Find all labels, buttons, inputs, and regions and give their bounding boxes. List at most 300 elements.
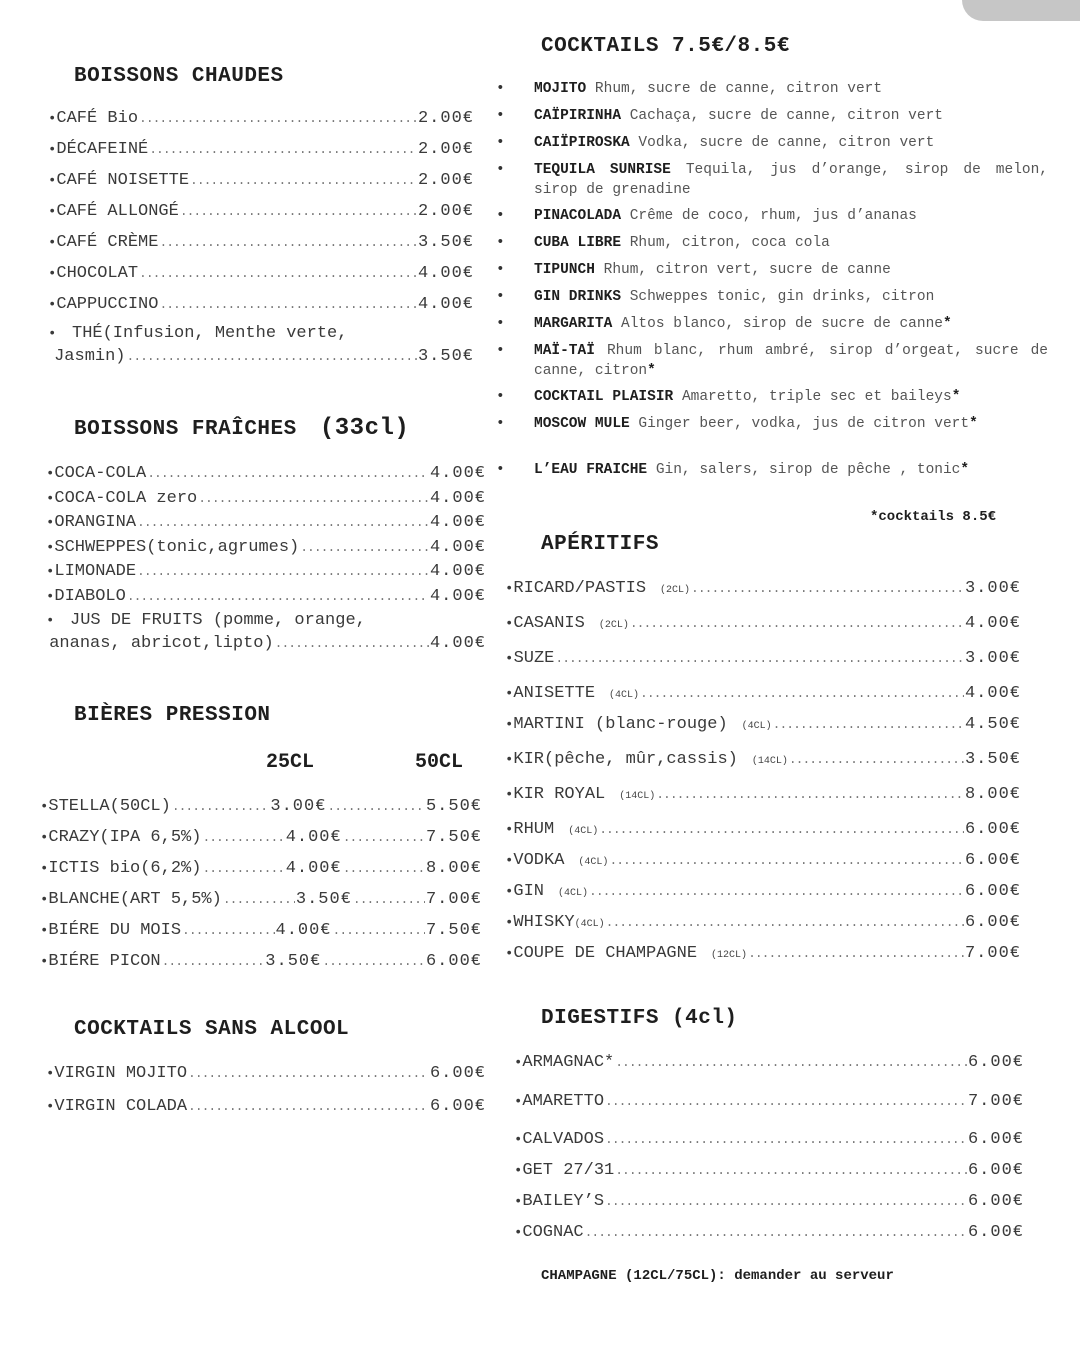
bullet: •	[514, 1163, 523, 1179]
item-name: CALVADOS	[522, 1130, 605, 1149]
dot-leader	[198, 491, 429, 506]
item-price: 2.00€	[417, 109, 474, 128]
menu-item	[48, 295, 474, 314]
bullet: •	[496, 135, 505, 151]
item-price: 6.00€	[967, 1053, 1024, 1072]
cocktail-item	[496, 314, 1048, 334]
beer-item	[40, 797, 482, 816]
item-price: 3.00€	[964, 649, 1021, 668]
section-title-sans-alcool: COCKTAILS SANS ALCOOL	[74, 1018, 350, 1041]
item-price: 6.00€	[964, 882, 1021, 901]
item-price: 7.00€	[964, 944, 1021, 963]
menu-item	[46, 538, 486, 557]
dot-leader	[127, 589, 429, 604]
item-name: DÉCAFEINÉ	[56, 140, 149, 159]
bullet: •	[514, 1094, 523, 1110]
bullet: •	[496, 108, 505, 124]
menu-item	[514, 1192, 1024, 1211]
bullet: •	[505, 946, 514, 962]
item-price: 4.00€	[429, 489, 486, 508]
dot-leader	[188, 1066, 429, 1081]
bullet: •	[48, 266, 57, 282]
item-price: 6.00€	[429, 1097, 486, 1116]
item-name: RICARD/PASTIS	[513, 579, 647, 598]
item-price: 6.00€	[967, 1130, 1024, 1149]
item-name: CAFÉ CRÈME	[56, 233, 159, 252]
bullet: •	[505, 853, 514, 869]
menu-item	[505, 785, 1021, 804]
item-name: GET 27/31	[522, 1161, 615, 1180]
bullet: •	[496, 162, 505, 178]
menu-item	[514, 1092, 1024, 1111]
item-volume: (4CL)	[568, 826, 599, 837]
dot-leader	[691, 581, 964, 596]
item-name: CAFÉ ALLONGÉ	[56, 202, 179, 221]
cocktail-description: Rhum, sucre de canne, citron vert	[594, 81, 883, 97]
bullet: •	[48, 142, 57, 158]
item-price: 4.50€	[964, 715, 1021, 734]
menu-item	[505, 750, 1021, 769]
bullet: •	[496, 235, 505, 251]
menu-item	[505, 944, 1021, 963]
beer-price-50cl: 5.50€	[425, 797, 482, 816]
item-price: 2.00€	[417, 202, 474, 221]
cocktail-name: PINACOLADA	[534, 208, 622, 224]
item-volume: (14CL)	[751, 756, 788, 767]
cocktail-name: MARGARITA	[534, 316, 613, 332]
bullet: •	[40, 923, 49, 939]
menu-item	[48, 202, 474, 221]
bullet: •	[505, 915, 514, 931]
bullet: •	[40, 954, 49, 970]
item-name: JUS DE FRUITS (pomme, orange,	[70, 611, 366, 630]
item-name: WHISKY	[513, 913, 575, 932]
dot-leader	[182, 923, 274, 938]
beer-name: CRAZY(IPA 6,5%)	[48, 828, 202, 847]
menu-item	[48, 264, 474, 283]
cocktail-item	[496, 460, 1048, 480]
bullet: •	[505, 822, 514, 838]
bullet: •	[46, 491, 55, 507]
dot-leader	[605, 1132, 967, 1147]
bullet: •	[496, 316, 505, 332]
item-name: MARTINI (blanc-rouge)	[513, 715, 728, 734]
bullet: •	[496, 262, 505, 278]
beer-price-25cl: 3.50€	[295, 890, 352, 909]
section-title-text: BOISSONS FRAÎCHES	[74, 418, 297, 441]
dot-leader	[353, 892, 425, 907]
cocktail-item	[496, 341, 1049, 381]
menu-item	[505, 684, 1021, 703]
item-name: SUZE	[513, 649, 555, 668]
dot-leader	[202, 830, 284, 845]
beer-item	[40, 859, 482, 878]
bullet: •	[40, 861, 49, 877]
dot-leader	[190, 173, 417, 188]
dot-leader	[609, 853, 964, 868]
beer-price-50cl: 7.50€	[425, 921, 482, 940]
beer-item	[40, 890, 482, 909]
section-title-digestifs: DIGESTIFS (4cl)	[541, 1007, 738, 1030]
menu-item	[505, 715, 1021, 734]
beer-name: STELLA(50CL)	[48, 797, 171, 816]
cocktail-description: Rhum, citron, coca cola	[629, 235, 830, 251]
bullet: •	[48, 173, 57, 189]
beer-name: BIÉRE PICON	[48, 952, 161, 971]
menu-item	[46, 634, 486, 653]
dot-leader	[343, 861, 425, 876]
item-name: ARMAGNAC*	[522, 1053, 615, 1072]
item-price: 4.00€	[417, 295, 474, 314]
dot-leader	[162, 954, 265, 969]
bullet: •	[496, 81, 505, 97]
beer-item	[40, 921, 482, 940]
cocktails-footnote: *cocktails 8.5€	[870, 509, 997, 525]
cocktail-description: Schweppes tonic, gin drinks, citron	[629, 289, 935, 305]
item-price: 4.00€	[417, 264, 474, 283]
menu-item	[514, 1130, 1024, 1149]
menu-item	[505, 820, 1021, 839]
bullet: •	[514, 1132, 523, 1148]
menu-item	[46, 464, 486, 483]
item-name: COCA-COLA zero	[54, 489, 198, 508]
beer-price-25cl: 4.00€	[285, 828, 342, 847]
item-price: 6.00€	[964, 820, 1021, 839]
bullet: •	[46, 1099, 55, 1115]
item-name: KIR ROYAL	[513, 785, 606, 804]
dot-leader	[333, 923, 425, 938]
beer-price-50cl: 8.00€	[425, 859, 482, 878]
dot-leader	[172, 799, 270, 814]
cocktail-name: TEQUILA SUNRISE	[534, 162, 671, 178]
item-price: 4.00€	[429, 538, 486, 557]
cocktail-description: Cachaça, sucre de canne, citron vert	[629, 108, 943, 124]
bullet: •	[514, 1225, 523, 1241]
item-price: 6.00€	[964, 913, 1021, 932]
cocktail-name: CUBA LIBRE	[534, 235, 622, 251]
item-name: VIRGIN COLADA	[54, 1097, 188, 1116]
item-name: CHOCOLAT	[56, 264, 139, 283]
dot-leader	[300, 540, 429, 555]
item-name-line2: ananas, abricot,lipto)	[49, 634, 274, 653]
dot-leader	[343, 830, 425, 845]
dot-leader	[159, 297, 417, 312]
dot-leader	[127, 349, 417, 364]
item-volume: (4CL)	[609, 690, 640, 701]
dot-leader	[555, 651, 964, 666]
bullet: •	[496, 208, 505, 224]
item-name: VODKA	[513, 851, 565, 870]
item-name: RHUM	[513, 820, 555, 839]
cocktail-description: Gin, salers, sirop de pêche , tonic	[655, 462, 961, 478]
menu-item	[46, 562, 486, 581]
bullet: •	[514, 1055, 523, 1071]
corner-tab-decoration	[962, 0, 1080, 21]
item-volume: (4CL)	[574, 919, 605, 930]
cocktail-description: Ginger beer, vodka, jus de citron vert	[638, 416, 970, 432]
item-volume: (14CL)	[619, 791, 656, 802]
item-price: 2.00€	[417, 171, 474, 190]
bullet: •	[505, 686, 514, 702]
beer-price-25cl: 3.50€	[265, 952, 322, 971]
item-name: THÉ(Infusion, Menthe verte,	[72, 324, 348, 343]
cocktail-description: Vodka, sucre de canne, citron vert	[638, 135, 935, 151]
item-price: 4.00€	[429, 562, 486, 581]
bullet: •	[496, 389, 505, 405]
item-price: 8.00€	[964, 785, 1021, 804]
cocktail-name: COCKTAIL PLAISIR	[534, 389, 674, 405]
item-name: GIN	[513, 882, 545, 901]
section-title-bieres: BIÈRES PRESSION	[74, 704, 271, 727]
dot-leader	[180, 204, 417, 219]
bullet: •	[505, 752, 514, 768]
item-price: 3.00€	[964, 579, 1021, 598]
champagne-note: CHAMPAGNE (12CL/75CL): demander au serveur	[541, 1268, 894, 1284]
cocktail-description: Rhum blanc, rhum ambré, sirop d’orgeat, sucre de canne, citron	[534, 343, 1049, 379]
item-price: 6.00€	[967, 1161, 1024, 1180]
dot-leader	[773, 717, 964, 732]
item-name: AMARETTO	[522, 1092, 605, 1111]
item-volume: (2CL)	[660, 585, 691, 596]
cocktail-item	[496, 206, 1048, 226]
bullet: •	[48, 111, 57, 127]
bullet: •	[48, 297, 57, 313]
beer-price-50cl: 6.00€	[425, 952, 482, 971]
dot-leader	[139, 111, 417, 126]
dot-leader	[656, 787, 964, 802]
menu-item	[505, 579, 1021, 598]
bullet: •	[46, 515, 55, 531]
dot-leader	[223, 892, 295, 907]
menu-item	[505, 882, 1021, 901]
item-name: SCHWEPPES(tonic,agrumes)	[54, 538, 300, 557]
bullet: •	[46, 613, 55, 629]
column-header-50cl: 50CL	[415, 751, 464, 774]
bullet: •	[496, 289, 505, 305]
beer-item	[40, 828, 482, 847]
menu-item	[514, 1053, 1024, 1072]
bullet: •	[46, 1066, 55, 1082]
cocktail-description: Amaretto, triple sec et baileys	[681, 389, 952, 405]
item-name: COUPE DE CHAMPAGNE	[513, 944, 698, 963]
beer-item	[40, 952, 482, 971]
dot-leader	[202, 861, 284, 876]
dot-leader	[149, 142, 417, 157]
bullet: •	[40, 892, 49, 908]
column-header-25cl: 25CL	[266, 751, 315, 774]
item-name: COCA-COLA	[54, 464, 147, 483]
bullet: •	[496, 462, 505, 478]
beer-price-50cl: 7.00€	[425, 890, 482, 909]
item-name: ANISETTE	[513, 684, 596, 703]
cocktail-description: Tequila, jus d’orange, sirop de melon, sirop de grenadine	[534, 162, 1049, 198]
dot-leader	[137, 515, 429, 530]
dot-leader	[640, 686, 964, 701]
cocktail-item	[496, 414, 1048, 434]
item-name: VIRGIN MOJITO	[54, 1064, 188, 1083]
cocktail-item	[496, 106, 1048, 126]
section-title-aperitifs: APÉRITIFS	[541, 533, 659, 556]
item-price: 2.00€	[417, 140, 474, 159]
bullet: •	[505, 616, 514, 632]
dot-leader	[606, 915, 964, 930]
item-volume: (12CL)	[711, 950, 748, 961]
bullet: •	[46, 564, 55, 580]
beer-name: BLANCHE(ART 5,5%)	[48, 890, 222, 909]
dot-leader	[615, 1163, 967, 1178]
bullet: •	[40, 830, 49, 846]
menu-item	[505, 614, 1021, 633]
dot-leader	[615, 1055, 967, 1070]
cocktail-item	[496, 287, 1048, 307]
section-size: (33cl)	[319, 415, 410, 442]
item-name: ORANGINA	[54, 513, 137, 532]
bullet: •	[40, 799, 49, 815]
item-name: DIABOLO	[54, 587, 126, 606]
cocktail-name: L’EAU FRAICHE	[534, 462, 648, 478]
dot-leader	[327, 799, 425, 814]
item-name: KIR(pêche, mûr,cassis)	[513, 750, 738, 769]
cocktail-name: TIPUNCH	[534, 262, 595, 278]
dot-leader	[322, 954, 425, 969]
cocktail-name: MOJITO	[534, 81, 587, 97]
cocktail-item	[496, 387, 1048, 407]
menu-item-line1	[48, 324, 474, 343]
cocktail-item	[496, 133, 1048, 153]
item-volume: (4CL)	[578, 857, 609, 868]
beer-price-25cl: 4.00€	[285, 859, 342, 878]
item-price: 4.00€	[964, 614, 1021, 633]
item-price: 3.50€	[964, 750, 1021, 769]
bullet: •	[46, 589, 55, 605]
dot-leader	[159, 235, 417, 250]
dot-leader	[748, 946, 964, 961]
menu-item	[46, 489, 486, 508]
dot-leader	[599, 822, 964, 837]
cocktail-item	[496, 79, 1048, 99]
item-name: CAPPUCCINO	[56, 295, 159, 314]
menu-item	[514, 1223, 1024, 1242]
cocktail-item	[496, 160, 1049, 200]
menu-item	[46, 587, 486, 606]
menu-item	[46, 1064, 486, 1083]
cocktail-name: MAÏ-TAÏ	[534, 343, 595, 359]
item-volume: (4CL)	[558, 888, 589, 899]
section-title-boissons-fraiches	[74, 415, 409, 442]
bullet: •	[48, 326, 57, 342]
item-price: 4.00€	[429, 513, 486, 532]
menu-item	[505, 649, 1021, 668]
cocktail-star: *	[951, 389, 961, 405]
dot-leader	[605, 1094, 967, 1109]
section-title-cocktails: COCKTAILS 7.5€/8.5€	[541, 35, 790, 58]
bullet: •	[48, 235, 57, 251]
item-name: CAFÉ Bio	[56, 109, 139, 128]
item-price: 7.00€	[967, 1092, 1024, 1111]
bullet: •	[48, 204, 57, 220]
item-name: COGNAC	[522, 1223, 584, 1242]
cocktail-name: CAIÏPIROSKA	[534, 135, 630, 151]
beer-price-25cl: 4.00€	[275, 921, 332, 940]
item-price: 6.00€	[964, 851, 1021, 870]
item-volume: (2CL)	[598, 620, 629, 631]
item-volume: (4CL)	[741, 721, 772, 732]
dot-leader	[139, 266, 417, 281]
beer-name: ICTIS bio(6,2%)	[48, 859, 202, 878]
bullet: •	[496, 343, 505, 359]
menu-item	[505, 913, 1021, 932]
bullet: •	[505, 787, 514, 803]
bullet: •	[514, 1194, 523, 1210]
cocktail-item	[496, 233, 1048, 253]
item-price: 4.00€	[429, 587, 486, 606]
cocktail-star: *	[960, 462, 970, 478]
cocktail-name: MOSCOW MULE	[534, 416, 630, 432]
beer-price-50cl: 7.50€	[425, 828, 482, 847]
beer-price-25cl: 3.00€	[270, 797, 327, 816]
bullet: •	[505, 581, 514, 597]
menu-item	[514, 1161, 1024, 1180]
cocktail-name: CAÏPIRINHA	[534, 108, 622, 124]
dot-leader	[630, 616, 964, 631]
dot-leader	[605, 1194, 967, 1209]
item-price: 3.50€	[417, 347, 474, 366]
bullet: •	[46, 540, 55, 556]
dot-leader	[275, 636, 429, 651]
dot-leader	[137, 564, 429, 579]
dot-leader	[789, 752, 964, 767]
menu-item	[48, 140, 474, 159]
item-name-line2: Jasmin)	[54, 347, 126, 366]
menu-item	[46, 513, 486, 532]
cocktail-name: GIN DRINKS	[534, 289, 622, 305]
bullet: •	[496, 416, 505, 432]
cocktail-description: Rhum, citron vert, sucre de canne	[603, 262, 891, 278]
cocktail-star: *	[969, 416, 978, 432]
menu-item	[48, 347, 474, 366]
item-price: 6.00€	[967, 1223, 1024, 1242]
item-price: 4.00€	[964, 684, 1021, 703]
menu-item	[48, 233, 474, 252]
item-name: CASANIS	[513, 614, 585, 633]
menu-item	[46, 1097, 486, 1116]
cocktail-item	[496, 260, 1048, 280]
dot-leader	[589, 884, 964, 899]
cocktail-star: *	[647, 363, 656, 379]
item-price: 4.00€	[429, 634, 486, 653]
item-price: 6.00€	[429, 1064, 486, 1083]
item-name: BAILEY’S	[522, 1192, 605, 1211]
item-price: 6.00€	[967, 1192, 1024, 1211]
section-title-boissons-chaudes: BOISSONS CHAUDES	[74, 65, 284, 88]
menu-item-line1	[46, 611, 486, 630]
menu-item	[505, 851, 1021, 870]
menu-item	[48, 109, 474, 128]
item-price: 3.50€	[417, 233, 474, 252]
item-price: 4.00€	[429, 464, 486, 483]
bullet: •	[46, 466, 55, 482]
cocktail-description: Crême de coco, rhum, jus d’ananas	[629, 208, 917, 224]
beer-name: BIÉRE DU MOIS	[48, 921, 182, 940]
dot-leader	[585, 1225, 967, 1240]
bullet: •	[505, 884, 514, 900]
dot-leader	[147, 466, 429, 481]
bullet: •	[505, 717, 514, 733]
item-name: CAFÉ NOISETTE	[56, 171, 190, 190]
menu-item	[48, 171, 474, 190]
cocktail-description: Altos blanco, sirop de sucre de canne	[621, 316, 943, 332]
dot-leader	[188, 1099, 429, 1114]
